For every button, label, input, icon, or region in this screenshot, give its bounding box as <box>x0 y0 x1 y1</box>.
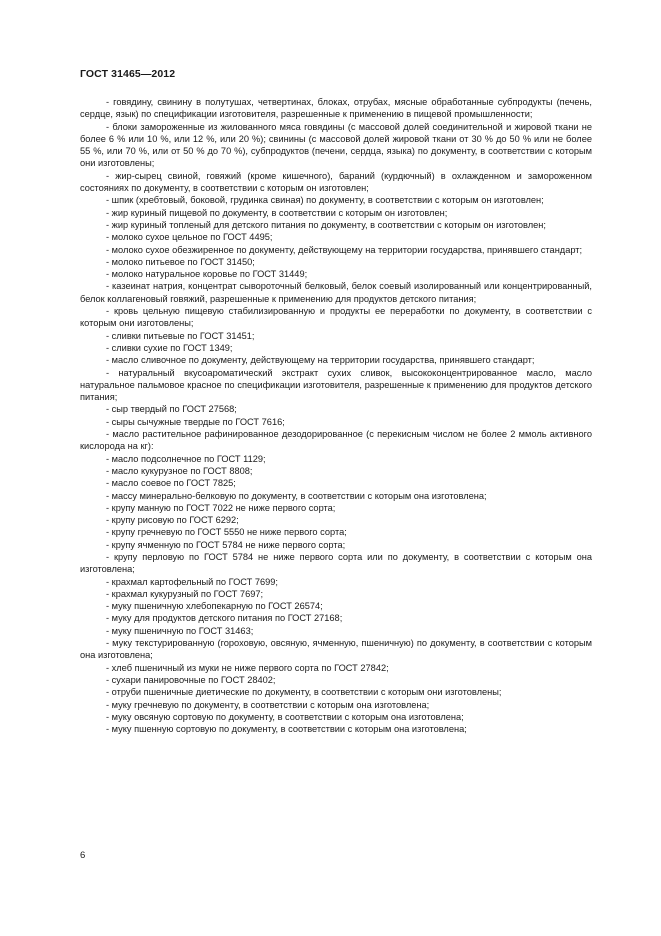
list-item: - молоко натуральное коровье по ГОСТ 31449; <box>106 269 308 280</box>
list-item: - сливки сухие по ГОСТ 1349; <box>106 342 233 353</box>
list-item: - масло сливочное по документу, действующему на территории государства, принявшего стандарт; <box>106 355 535 366</box>
list-item: - молоко питьевое по ГОСТ 31450; <box>106 256 255 267</box>
list-item: - жир куриный пищевой по документу, в соответствии с которым он изготовлен; <box>106 207 448 218</box>
list-item: - муку гречневую по документу, в соответствии с которым она изготовлена; <box>106 699 430 710</box>
list-item: - масло подсолнечное по ГОСТ 1129; <box>106 453 266 464</box>
list-item: - массу минерально-белковую по документу, в соответствии с которым она изготовлена; <box>106 490 487 501</box>
page-number: 6 <box>80 850 86 861</box>
list-item: - молоко сухое обезжиренное по документу, действующему на территории государства, принявшего стандарт; <box>106 244 583 255</box>
list-item: - кровь цельную пищевую стабилизированную и продукты ее переработки по документу, в соответствии с которым они изготовлены; <box>80 306 592 329</box>
list-item: - муку пшенную сортовую по документу, в соответствии с которым она изготовлена; <box>106 724 467 735</box>
list-item: - масло кукурузное по ГОСТ 8808; <box>106 465 253 476</box>
list-item: - муку овсяную сортовую по документу, в соответствии с которым она изготовлена; <box>106 711 464 722</box>
list-item: - блоки замороженные из жилованного мяса говядины (с массовой долей соединительной и жировой ткани не более 6 % или 10 %, или 12 %, или 20 %); свинины (с массовой долей жировой ткани от 30 % до 50 % или не более 55 %, или 70 %, или от 50 % до 70 %), субпродуктов (печени, сердца, языка) по документу, в соответствии с которым они изготовлены; <box>80 121 592 169</box>
list-item: - муку для продуктов детского питания по ГОСТ 27168; <box>106 613 343 624</box>
list-item: - крупу гречневую по ГОСТ 5550 не ниже первого сорта; <box>106 527 347 538</box>
list-item: - жир куриный топленый для детского питания по документу, в соответствии с которым он изготовлен; <box>106 219 546 230</box>
list-item: - масло растительное рафинированное дезодорированное (с перекисным числом не более 2 ммоль активного кислорода на кг): <box>80 429 592 452</box>
list-item: - крахмал кукурузный по ГОСТ 7697; <box>106 588 264 599</box>
list-item: - муку пшеничную по ГОСТ 31463; <box>106 625 254 636</box>
list-item: - сливки питьевые по ГОСТ 31451; <box>106 330 255 341</box>
document-header: ГОСТ 31465—2012 <box>80 68 176 80</box>
list-item: - сухари панировочные по ГОСТ 28402; <box>106 674 276 685</box>
list-item: - масло соевое по ГОСТ 7825; <box>106 478 236 489</box>
list-item: - отруби пшеничные диетические по документу, в соответствии с которым они изготовлены; <box>106 687 502 698</box>
list-item: - муку текстурированную (гороховую, овсяную, ячменную, пшеничную) по документу, в соответствии с которым она изготовлена; <box>80 638 592 661</box>
list-item: - крупу рисовую по ГОСТ 6292; <box>106 515 239 526</box>
list-item: - шпик (хребтовый, боковой, грудинка свиная) по документу, в соответствии с которым он изготовлен; <box>106 195 544 206</box>
list-item: - крупу перловую по ГОСТ 5784 не ниже первого сорта или по документу, в соответствии с которым она изготовлена; <box>80 551 592 575</box>
list-item: - сыр твердый по ГОСТ 27568; <box>106 404 237 415</box>
list-item: - казеинат натрия, концентрат сывороточный белковый, белок соевый изолированный или концентрированный, белок коллагеновый говяжий, разрешенные к применению для продуктов детского питания; <box>80 281 592 304</box>
list-item: - сыры сычужные твердые по ГОСТ 7616; <box>106 416 285 427</box>
list-item: - крахмал картофельный по ГОСТ 7699; <box>106 576 279 587</box>
list-item: - натуральный вкусоароматический экстракт сухих сливок, высококонцентрированное масло, масло натуральное пальмовое красное по спецификации изготовителя, разрешенные к применению для продуктов детского питания; <box>80 367 592 403</box>
list-item: - муку пшеничную хлебопекарную по ГОСТ 26574; <box>106 601 323 612</box>
document-body <box>80 96 592 735</box>
list-item: - хлеб пшеничный из муки не ниже первого сорта по ГОСТ 27842; <box>106 662 389 673</box>
list-item: - говядину, свинину в полутушах, четвертинах, блоках, отрубах, мясные обработанные субпродукты (печень, сердце, язык) по спецификации изготовителя, разрешенные к применению в пищевой промышленности; <box>80 97 592 120</box>
list-item: - крупу манную по ГОСТ 7022 не ниже первого сорта; <box>106 502 336 513</box>
list-item: - молоко сухое цельное по ГОСТ 4495; <box>106 232 273 243</box>
list-item: - жир-сырец свиной, говяжий (кроме кишечного), бараний (курдючный) в охлажденном и замороженном состояниях по документу, в соответствии с которым он изготовлен; <box>80 170 592 194</box>
list-item: - крупу ячменную по ГОСТ 5784 не ниже первого сорта; <box>106 539 346 550</box>
